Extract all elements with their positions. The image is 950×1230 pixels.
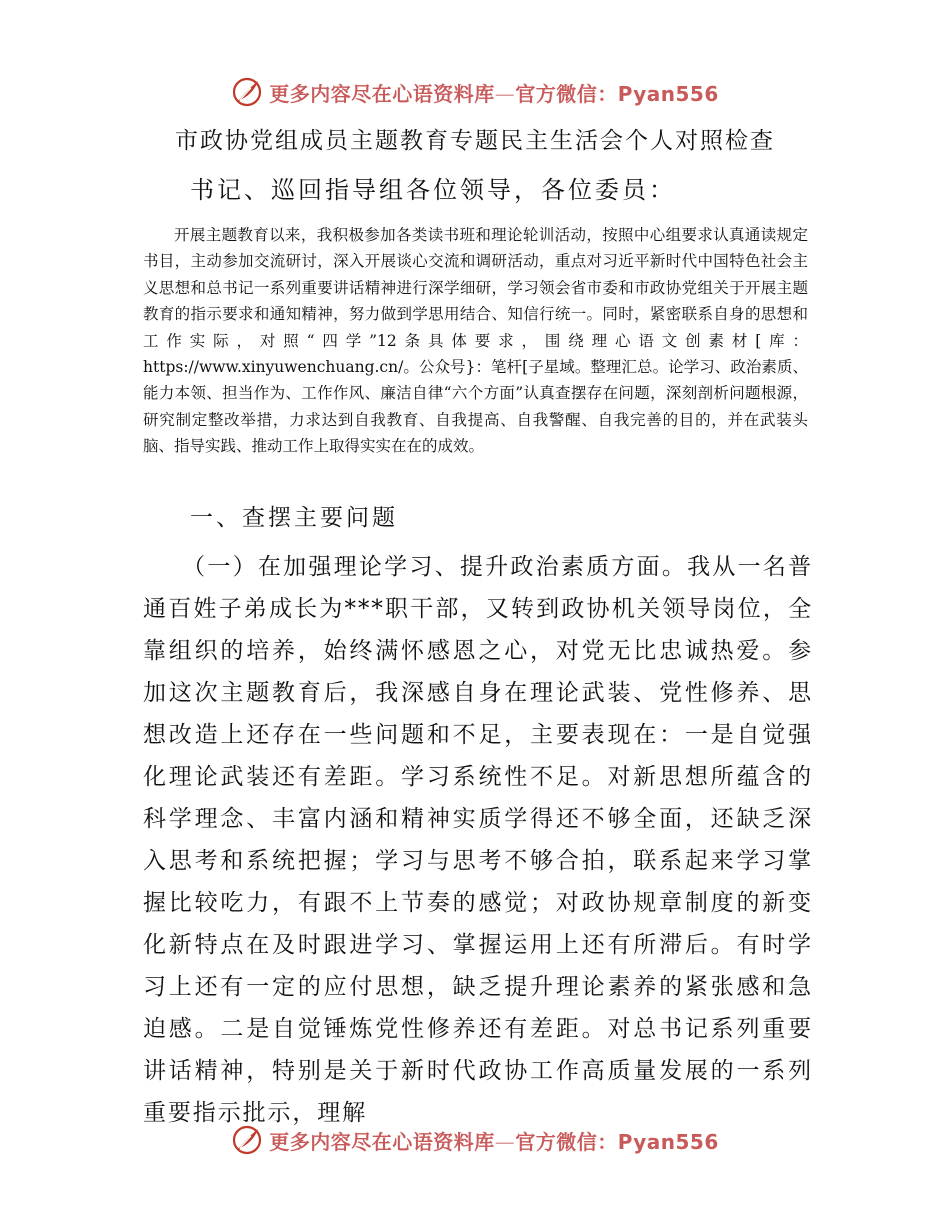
banner-suffix: 官方微信：Pyan556 <box>515 81 719 106</box>
feather-pen-logo-icon <box>231 1124 263 1156</box>
footer-banner <box>0 1120 950 1160</box>
banner-suffix: 官方微信：Pyan556 <box>515 1129 719 1154</box>
section-heading: 一、查摆主要问题 <box>190 505 398 531</box>
banner-main: 更多内容尽在心语资料库 <box>269 1129 495 1154</box>
body-paragraph: （一）在加强理论学习、提升政治素质方面。我从一名普通百姓子弟成长为***职干部，又转到政协机关领导岗位，全靠组织的培养，始终满怀感恩之心，对党无比忠诚热爱。参加这次主题教育后，我深感自身在理论武装、党性修养、思想改造上还存在一些问题和不足，主要表现在：一是自觉强化理论武装还有差距。学习系统性不足。对新思想所蕴含的科学理念、丰富内涵和精神实质学得还不够全面，还缺乏深入思考和系统把握；学习与思考不够合拍，联系起来学习掌握比较吃力，有跟不上节奏的感觉；对政协规章制度的新变化新特点在及时跟进学习、掌握运用上还有所滞后。有时学习上还有一定的应付思想，缺乏提升理论素养的紧张感和急迫感。二是自觉锤炼党性修养还有差距。对总书记系列重要讲话精神，特别是关于新时代政协工作高质量发展的一系列重要指示批示，理解 <box>143 554 813 1126</box>
banner-text <box>269 1126 719 1155</box>
banner-main: 更多内容尽在心语资料库 <box>269 81 495 106</box>
document-title: 市政协党组成员主题教育专题民主生活会个人对照检查 <box>175 128 775 154</box>
banner-separator: — <box>494 81 516 106</box>
salutation: 书记、巡回指导组各位领导，各位委员： <box>190 176 676 204</box>
header-banner <box>0 72 950 112</box>
feather-pen-logo-icon <box>231 76 263 108</box>
intro-paragraph: 开展主题教育以来，我积极参加各类读书班和理论轮训活动，按照中心组要求认真通读规定书目，主动参加交流研讨，深入开展谈心交流和调研活动，重点对习近平新时代中国特色社会主义思想和总书记一系列重要讲话精神进行深学细研，学习领会省市委和市政协党组关于开展主题教育的指示要求和通知精神，努力做到学思用结合、知信行统一。同时，紧密联系自身的思想和工作实际，对照“四学”12条具体要求，围绕理心语文创素材[库：https://www.xinyuwenchuang.cn/。公众号}：笔杆[子星域。整理汇总。论学习、政治素质、能力本领、担当作为、工作作风、廉洁自律“六个方面”认真查摆存在问题，深刻剖析问题根源，研究制定整改举措，力求达到自我教育、自我提高、自我警醒、自我完善的目的，并在武装头脑、指导实践、推动工作上取得实实在在的成效。 <box>143 226 808 456</box>
banner-text <box>269 78 719 107</box>
banner-separator: — <box>494 1129 516 1154</box>
